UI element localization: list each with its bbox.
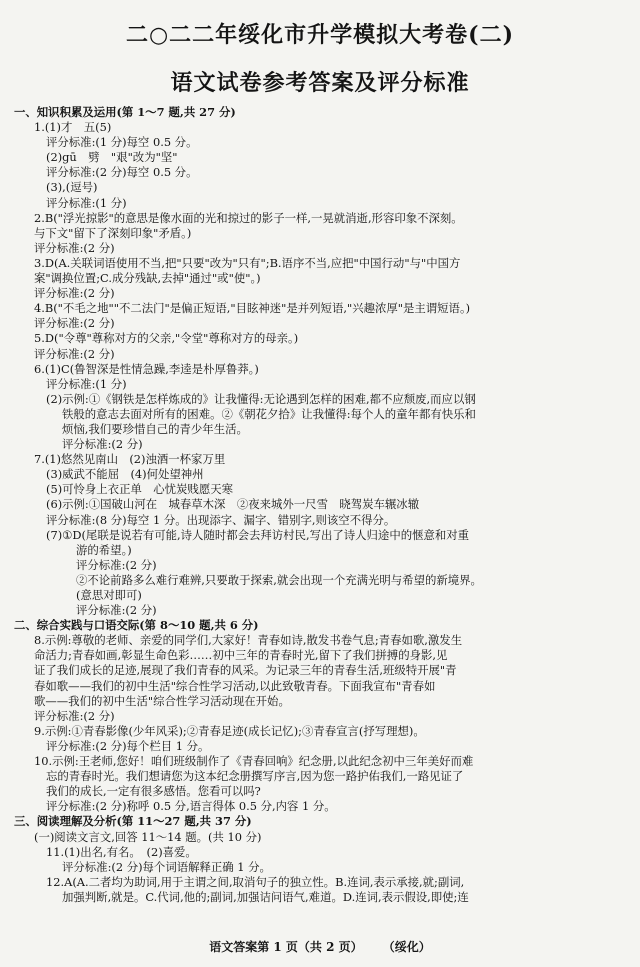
answer-line: 命活力;青春如画,彰显生命色彩……初中三年的青春时光,留下了我们拼搏的身影,见	[34, 648, 448, 663]
answer-line: 游的希望。)	[76, 542, 132, 557]
answer-line: 10.示例:王老师,您好！咱们班级制作了《青春回响》纪念册,以此纪念初中三年美好而难	[34, 754, 474, 769]
answer-line: 9.示例:①青春影像(少年风采);②青春足迹(成长记忆);③青春宣言(抒写理想)。	[34, 723, 425, 738]
answer-line: 评分标准:(2 分)	[76, 603, 157, 618]
answer-line: 春如歌——我们的初中生活"综合性学习活动,以此致敬青春。下面我宣布"青春如	[34, 678, 436, 693]
answer-line: 11.(1)出名,有名。 (2)喜爱。	[46, 844, 197, 859]
footer-page-number: 语文答案第 1 页（共 2 页）	[209, 940, 363, 954]
answer-line: 评分标准:(2 分)	[34, 240, 115, 255]
answer-line: 评分标准:(2 分)	[34, 316, 115, 331]
answer-line: 3.D(A.关联词语使用不当,把"只要"改为"只有";B.语序不当,应把"中国行动"与"中国方	[34, 255, 461, 270]
answer-body	[14, 105, 628, 905]
page-footer	[0, 938, 640, 955]
answer-line: 案"调换位置;C.成分残缺,去掉"通过"或"使"。)	[34, 271, 261, 286]
answer-line: 评分标准:(2 分)	[34, 286, 115, 301]
answer-line: 6.(1)C(鲁智深是性情急躁,李逵是朴厚鲁莽。)	[34, 361, 259, 376]
answer-line: (7)①D(尾联是说若有可能,诗人随时都会去拜访村民,写出了诗人归途中的惬意和对重	[46, 527, 470, 542]
answer-line: 评分标准:(2 分)每个词语解释正确 1 分。	[62, 859, 271, 874]
answer-line: 评分标准:(8 分)每空 1 分。出现添字、漏字、错别字,则该空不得分。	[46, 512, 396, 527]
answer-line: (6)示例:①国破山河在 城春草木深 ②夜来城外一尺雪 晓驾炭车辗冰辙	[46, 497, 420, 512]
answer-line: (3)威武不能屈 (4)何处望神州	[46, 467, 204, 482]
footer-region: （绥化）	[382, 940, 431, 954]
answer-line: 评分标准:(1 分)	[46, 195, 127, 210]
answer-line: (意思对即可)	[76, 588, 142, 602]
answer-line: 烦恼,我们要珍惜自己的青少年生活。	[62, 421, 248, 436]
answer-line: 评分标准:(1 分)每空 0.5 分。	[46, 135, 198, 150]
answer-line: 证了我们成长的足迹,展现了我们青春的风采。为记录三年的青春生活,班级特开展"青	[34, 663, 457, 678]
answer-line: 歌——我们的初中生活"综合性学习活动现在开始。	[34, 693, 290, 708]
answer-line: 忘的青春时光。我们想请您为这本纪念册撰写序言,因为您一路护佑我们,一路见证了	[46, 769, 464, 784]
answer-line: (3),(逗号)	[46, 180, 98, 195]
answer-line: 评分标准:(2 分)每空 0.5 分。	[46, 165, 198, 180]
exam-title: 二○二二年绥化市升学模拟大考卷(二)	[125, 22, 515, 48]
answer-line: 评分标准:(2 分)	[34, 346, 115, 361]
answer-line: 5.D("令尊"尊称对方的父亲,"令堂"尊称对方的母亲。)	[34, 331, 299, 346]
answer-line: 与下文"留下了深刻印象"矛盾。)	[34, 225, 192, 240]
answer-line: 铁般的意志去面对所有的困难。②《朝花夕拾》让我懂得:每个人的童年都有快乐和	[62, 406, 476, 421]
answer-line: 评分标准:(2 分)	[34, 708, 115, 723]
answer-line: (2)示例:①《钢铁是怎样炼成的》让我懂得:无论遇到怎样的困难,都不应颓废,而应以钢	[46, 391, 476, 406]
answer-line: ②不论前路多么难行难辨,只要敢于探索,就会出现一个充满光明与希望的新境界。	[76, 572, 482, 587]
answer-line: 7.(1)悠然见南山 (2)浊酒一杯家万里	[34, 452, 226, 467]
answer-line: 1.(1)才 五(5)	[34, 120, 112, 135]
section-heading: 一、知识积累及运用(第 1～7 题,共 27 分)	[14, 105, 236, 119]
answer-line: 12.A(A.二者均为助词,用于主谓之间,取消句子的独立性。B.连词,表示承接,就;副词,	[46, 874, 465, 889]
answer-line: 4.B("不毛之地""不二法门"是偏正短语,"目眩神迷"是并列短语,"兴趣浓厚"是主谓短语。)	[34, 301, 471, 316]
answer-line: 2.B("浮光掠影"的意思是像水面的光和掠过的影子一样,一晃就消逝,形容印象不深刻。	[34, 210, 463, 225]
answer-line: (2)gū 劈 "艰"改为"坚"	[46, 150, 178, 165]
section-heading: 二、综合实践与口语交际(第 8～10 题,共 6 分)	[14, 618, 259, 633]
answer-line: 评分标准:(2 分)	[76, 557, 157, 572]
answer-line: 8.示例:尊敬的老师、亲爱的同学们,大家好！青春如诗,散发书卷气息;青春如歌,激发生	[34, 633, 463, 648]
document-subtitle: 语文试卷参考答案及评分标准	[170, 70, 470, 96]
answer-line: 加强判断,就是。C.代词,他的;副词,加强诘问语气,难道。D.连词,表示假设,即使;连	[62, 889, 469, 904]
answer-line: 我们的成长,一定有很多感悟。您看可以吗?	[46, 784, 261, 799]
answer-line: 评分标准:(2 分)称呼 0.5 分,语言得体 0.5 分,内容 1 分。	[46, 799, 336, 814]
answer-line: (5)可怜身上衣正单 心忧炭贱愿天寒	[46, 482, 233, 497]
answer-line: 评分标准:(2 分)每个栏目 1 分。	[46, 738, 210, 753]
answer-line: (一)阅读文言文,回答 11～14 题。(共 10 分)	[34, 829, 262, 844]
answer-line: 评分标准:(1 分)	[46, 376, 127, 391]
answer-line: 评分标准:(2 分)	[62, 437, 143, 452]
section-heading: 三、阅读理解及分析(第 11～27 题,共 37 分)	[14, 814, 252, 829]
